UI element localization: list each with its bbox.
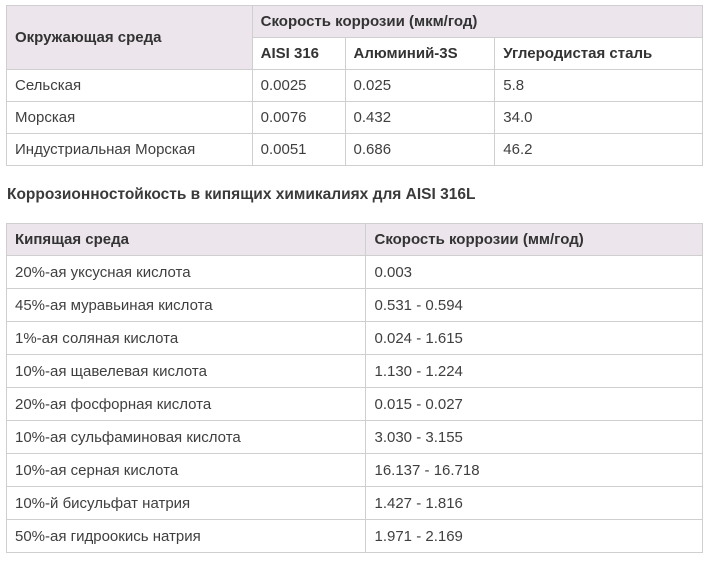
rate-cell: 0.003 [366,256,703,289]
table-row [7,487,703,520]
medium-cell: 20%-ая уксусная кислота [7,256,366,289]
medium-cell: 10%-ая щавелевая кислота [7,355,366,388]
subheader-aluminum-3s: Алюминий-3S [345,38,495,70]
medium-cell: 10%-ая сульфаминовая кислота [7,421,366,454]
value-cell: 0.0051 [252,134,345,166]
value-cell: 34.0 [495,102,703,134]
rate-cell: 1.971 - 2.169 [366,520,703,553]
value-cell: 0.025 [345,70,495,102]
table-row [7,421,703,454]
value-cell: 0.0025 [252,70,345,102]
rate-cell: 1.130 - 1.224 [366,355,703,388]
table-row [7,454,703,487]
medium-cell: 1%-ая соляная кислота [7,322,366,355]
medium-cell: 10%-й бисульфат натрия [7,487,366,520]
subheader-aisi-316: AISI 316 [252,38,345,70]
table-row [7,520,703,553]
table-row [7,322,703,355]
header-corrosion-rate: Скорость коррозии (мкм/год) [252,6,702,38]
rate-cell: 0.024 - 1.615 [366,322,703,355]
table-row [7,70,703,102]
value-cell: 0.0076 [252,102,345,134]
value-cell: 46.2 [495,134,703,166]
rate-cell: 0.531 - 0.594 [366,289,703,322]
header-boiling-medium: Кипящая среда [7,224,366,256]
table-row [7,256,703,289]
boiling-chemicals-table [6,223,703,553]
rate-cell: 3.030 - 3.155 [366,421,703,454]
rate-cell: 16.137 - 16.718 [366,454,703,487]
table-row [7,355,703,388]
header-corrosion-rate-mm: Скорость коррозии (мм/год) [366,224,703,256]
medium-cell: 45%-ая муравьиная кислота [7,289,366,322]
medium-cell: 10%-ая серная кислота [7,454,366,487]
atmospheric-corrosion-table [6,5,703,166]
environment-cell: Морская [7,102,253,134]
medium-cell: 20%-ая фосфорная кислота [7,388,366,421]
environment-cell: Сельская [7,70,253,102]
rate-cell: 1.427 - 1.816 [366,487,703,520]
medium-cell: 50%-ая гидроокись натрия [7,520,366,553]
value-cell: 0.686 [345,134,495,166]
section-heading: Коррозионностойкость в кипящих химикалиях для AISI 316L [7,186,476,203]
table-row [7,388,703,421]
header-environment: Окружающая среда [7,6,253,70]
subheader-carbon-steel: Углеродистая сталь [495,38,703,70]
value-cell: 0.432 [345,102,495,134]
table-row [7,134,703,166]
table-row [7,102,703,134]
value-cell: 5.8 [495,70,703,102]
environment-cell: Индустриальная Морская [7,134,253,166]
table-row [7,289,703,322]
rate-cell: 0.015 - 0.027 [366,388,703,421]
